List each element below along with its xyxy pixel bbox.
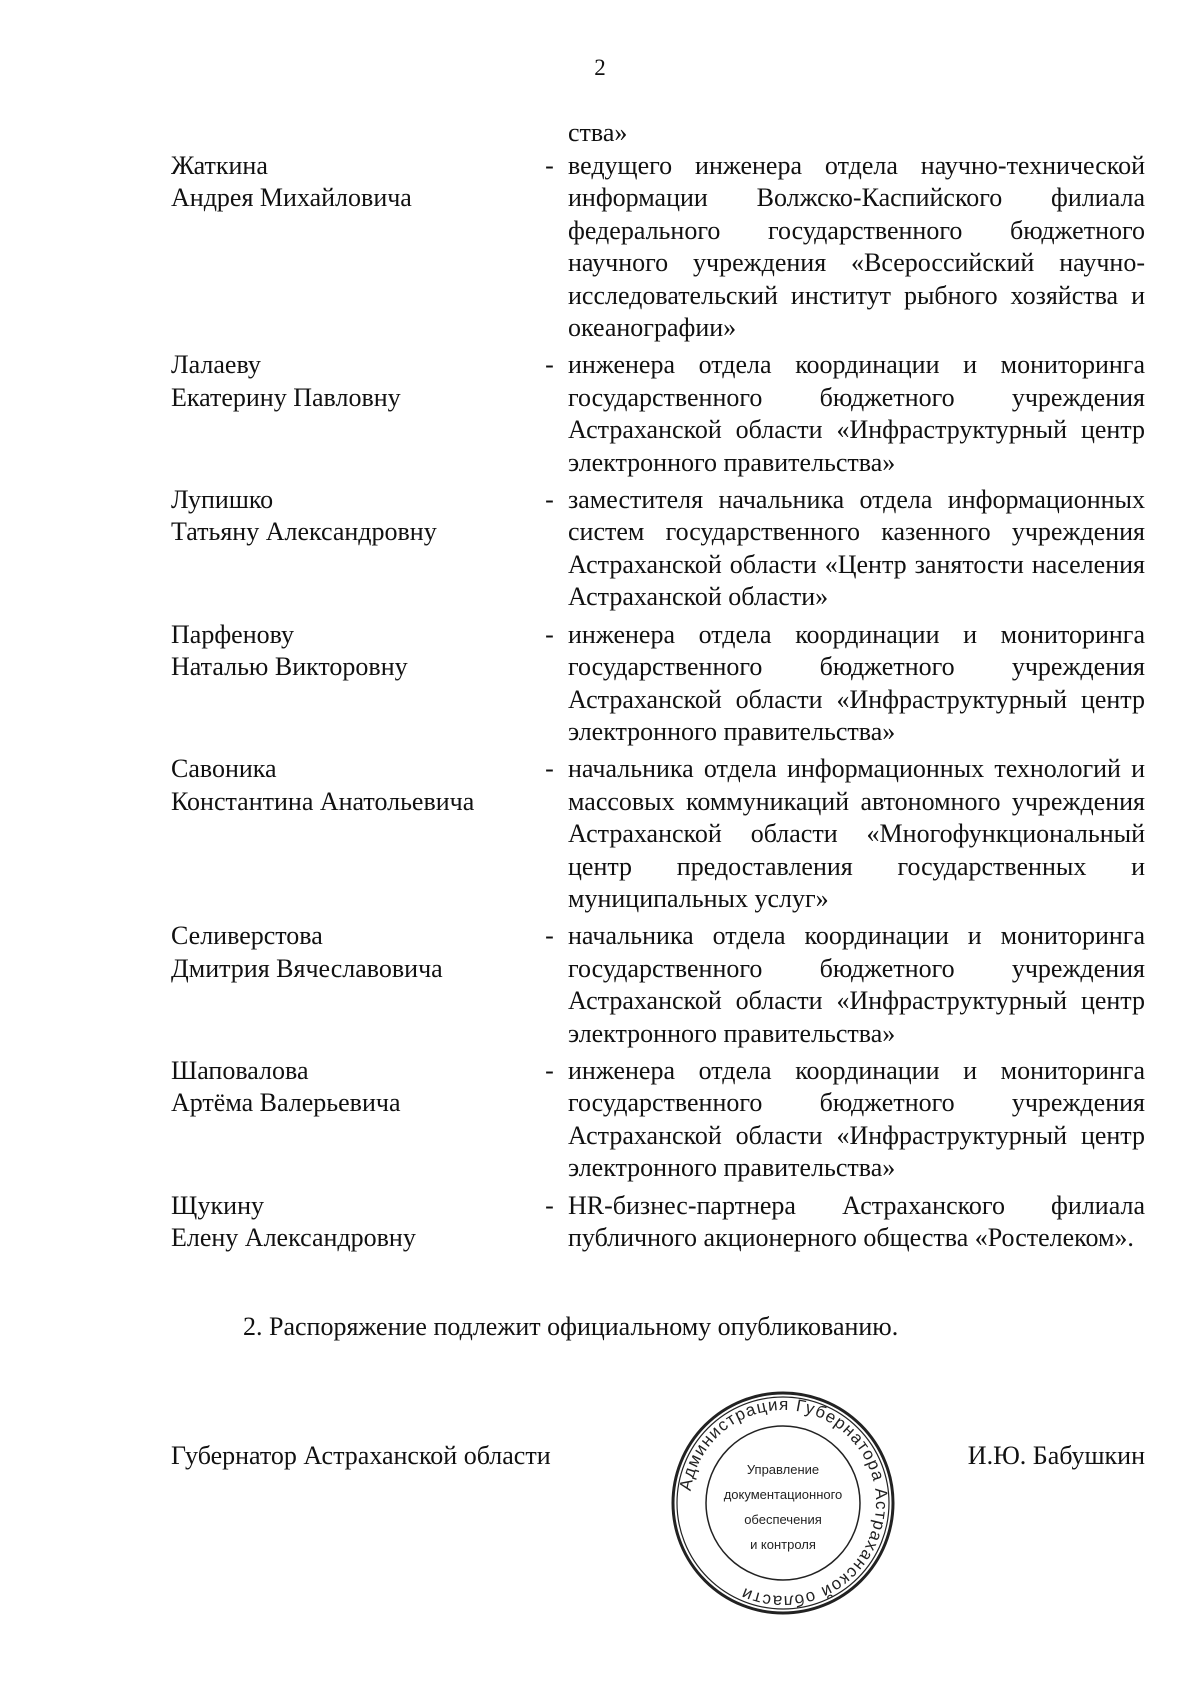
seal-inner-line: обеспечения: [744, 1512, 822, 1527]
member-name: [171, 150, 531, 344]
member-dash: -: [545, 921, 554, 951]
member-position: начальника отдела информационных технологий и массовых коммуникаций автономного учреждения Астраханской области «Многофункциональный центр предоставления государственных и муниципальных услуг»: [568, 754, 1145, 913]
member-entry: [171, 484, 1145, 614]
member-entry: [171, 349, 1145, 479]
member-surname: Жаткина: [171, 151, 268, 180]
member-surname: Лалаеву: [171, 350, 261, 380]
member-position: инженера отдела координации и мониторинга государственного бюджетного учреждения Астраханской области «Инфраструктурный центр электронного правительства»: [568, 350, 1145, 477]
member-surname: Щукину: [171, 1190, 265, 1220]
seal-inner-line: Управление: [746, 1462, 820, 1477]
publication-clause: 2. Распоряжение подлежит официальному опубликованию.: [243, 1312, 899, 1341]
member-dash: -: [545, 485, 554, 515]
member-surname: Савоника: [171, 754, 277, 784]
member-position: инженера отдела координации и мониторинга государственного бюджетного учреждения Астраханской области «Инфраструктурный центр электронного правительства»: [568, 1055, 1145, 1183]
member-given-names: Константина Анатольевича: [171, 786, 475, 816]
member-surname: Лупишко: [171, 485, 274, 515]
member-given-names: Артёма Валерьевича: [171, 1088, 401, 1118]
seal-inner-line: и контроля: [750, 1537, 816, 1552]
member-dash: -: [545, 619, 554, 649]
member-position: заместителя начальника отдела информационных систем государственного казенного учреждения Астраханской области «Центр занятости населения Астраханской области»: [568, 485, 1145, 612]
member-given-names: Елену Александровну: [171, 1223, 416, 1252]
signer-title: Губернатор Астраханской области: [171, 1441, 551, 1470]
member-name: [171, 920, 531, 1050]
member-given-names: Андрея Михайловича: [171, 183, 412, 213]
member-given-names: Дмитрия Вячеславовича: [171, 953, 443, 983]
member-entry: [171, 753, 1145, 915]
member-dash: -: [545, 151, 554, 180]
member-surname: Парфенову: [171, 619, 295, 649]
signer-name: И.Ю. Бабушкин: [967, 1441, 1145, 1470]
member-surname: Шаповалова: [171, 1055, 309, 1085]
member-position: начальника отдела координации и мониторинга государственного бюджетного учреждения Астраханской области «Инфраструктурный центр электронного правительства»: [568, 921, 1145, 1048]
member-given-names: Наталью Викторовну: [171, 652, 408, 682]
official-seal-stamp: [670, 1390, 896, 1616]
seal-inner-line: документационного: [723, 1487, 843, 1502]
page-number: 2: [594, 55, 606, 80]
member-name: [171, 484, 531, 614]
continuation-text: ства»: [568, 118, 628, 147]
member-surname: Селиверстова: [171, 921, 323, 951]
member-name: [171, 1190, 531, 1255]
member-name: [171, 619, 531, 749]
member-name: [171, 753, 531, 915]
member-dash: -: [545, 350, 554, 380]
member-given-names: Екатерину Павловну: [171, 382, 401, 412]
member-dash: -: [545, 1055, 554, 1085]
member-position: ведущего инженера отдела научно-технической информации Волжско-Каспийского филиала федерального государственного бюджетного научного учреждения «Всероссийский научно-исследовательский институт рыбного хозяйства и океанографии»: [568, 151, 1145, 343]
seal-ring-text: Администрация Губернатора Астраханской области: [675, 1394, 892, 1612]
member-name: [171, 349, 531, 479]
member-name: [171, 1055, 531, 1185]
member-given-names: Татьяну Александровну: [171, 517, 437, 547]
member-entry: [171, 1190, 1145, 1255]
member-entry: [171, 920, 1145, 1050]
seal-inner-ring: [706, 1426, 860, 1580]
member-list: [171, 150, 1145, 1259]
member-position: HR-бизнес-партнера Астраханского филиала публичного акционерного общества «Ростелеком».: [568, 1190, 1145, 1252]
member-position: инженера отдела координации и мониторинга государственного бюджетного учреждения Астраханской области «Инфраструктурный центр электронного правительства»: [568, 619, 1145, 746]
member-entry: [171, 619, 1145, 749]
member-dash: -: [545, 754, 554, 784]
member-dash: -: [545, 1190, 554, 1220]
member-entry: [171, 1055, 1145, 1185]
member-entry: [171, 150, 1145, 344]
